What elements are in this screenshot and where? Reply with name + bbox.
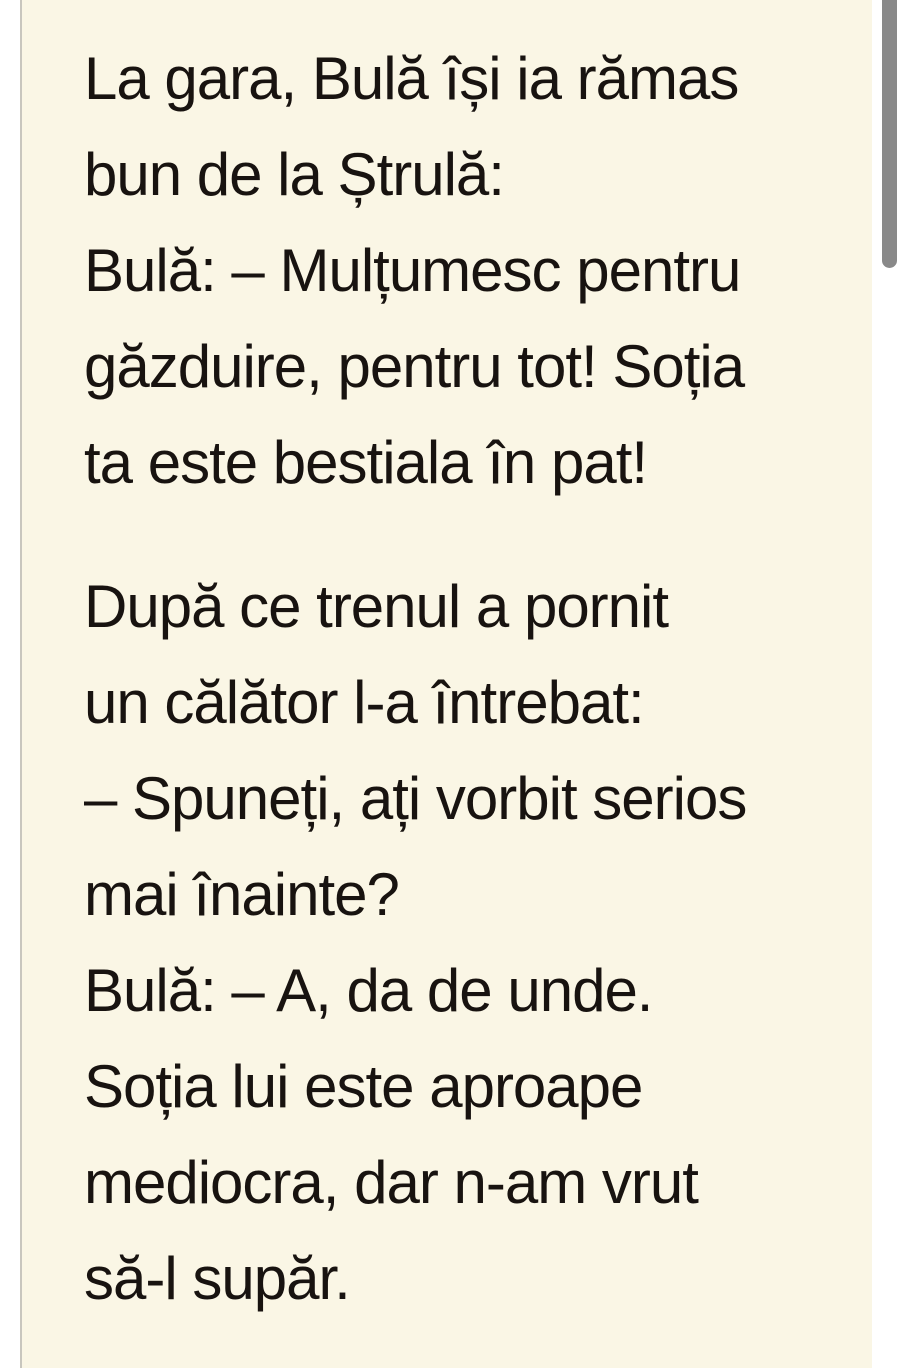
- article-content: [20, 0, 872, 1368]
- paragraph-2: [84, 559, 862, 1327]
- text-line: ta este bestiala în pat!: [84, 429, 648, 496]
- text-line: mai înainte?: [84, 861, 399, 928]
- text-line: Bulă: – Mulțumesc pentru: [84, 237, 741, 304]
- scrollbar-track[interactable]: [872, 0, 900, 1368]
- text-line: Soția lui este aproape: [84, 1053, 643, 1120]
- text-line: găzduire, pentru tot! Soția: [84, 333, 745, 400]
- text-line: mediocra, dar n-am vrut: [84, 1149, 698, 1216]
- text-line: La gara, Bulă își ia rămas: [84, 45, 739, 112]
- text-line: să-l supăr.: [84, 1245, 350, 1312]
- text-line: un călător l-a întrebat:: [84, 669, 644, 736]
- text-line: bun de la Ștrulă:: [84, 141, 504, 208]
- text-line: Bulă: – A, da de unde.: [84, 957, 653, 1024]
- text-line: După ce trenul a pornit: [84, 573, 669, 640]
- text-line: – Spuneți, ați vorbit serios: [84, 765, 747, 832]
- paragraph-1: [84, 31, 862, 511]
- scrollbar-thumb[interactable]: [882, 0, 897, 268]
